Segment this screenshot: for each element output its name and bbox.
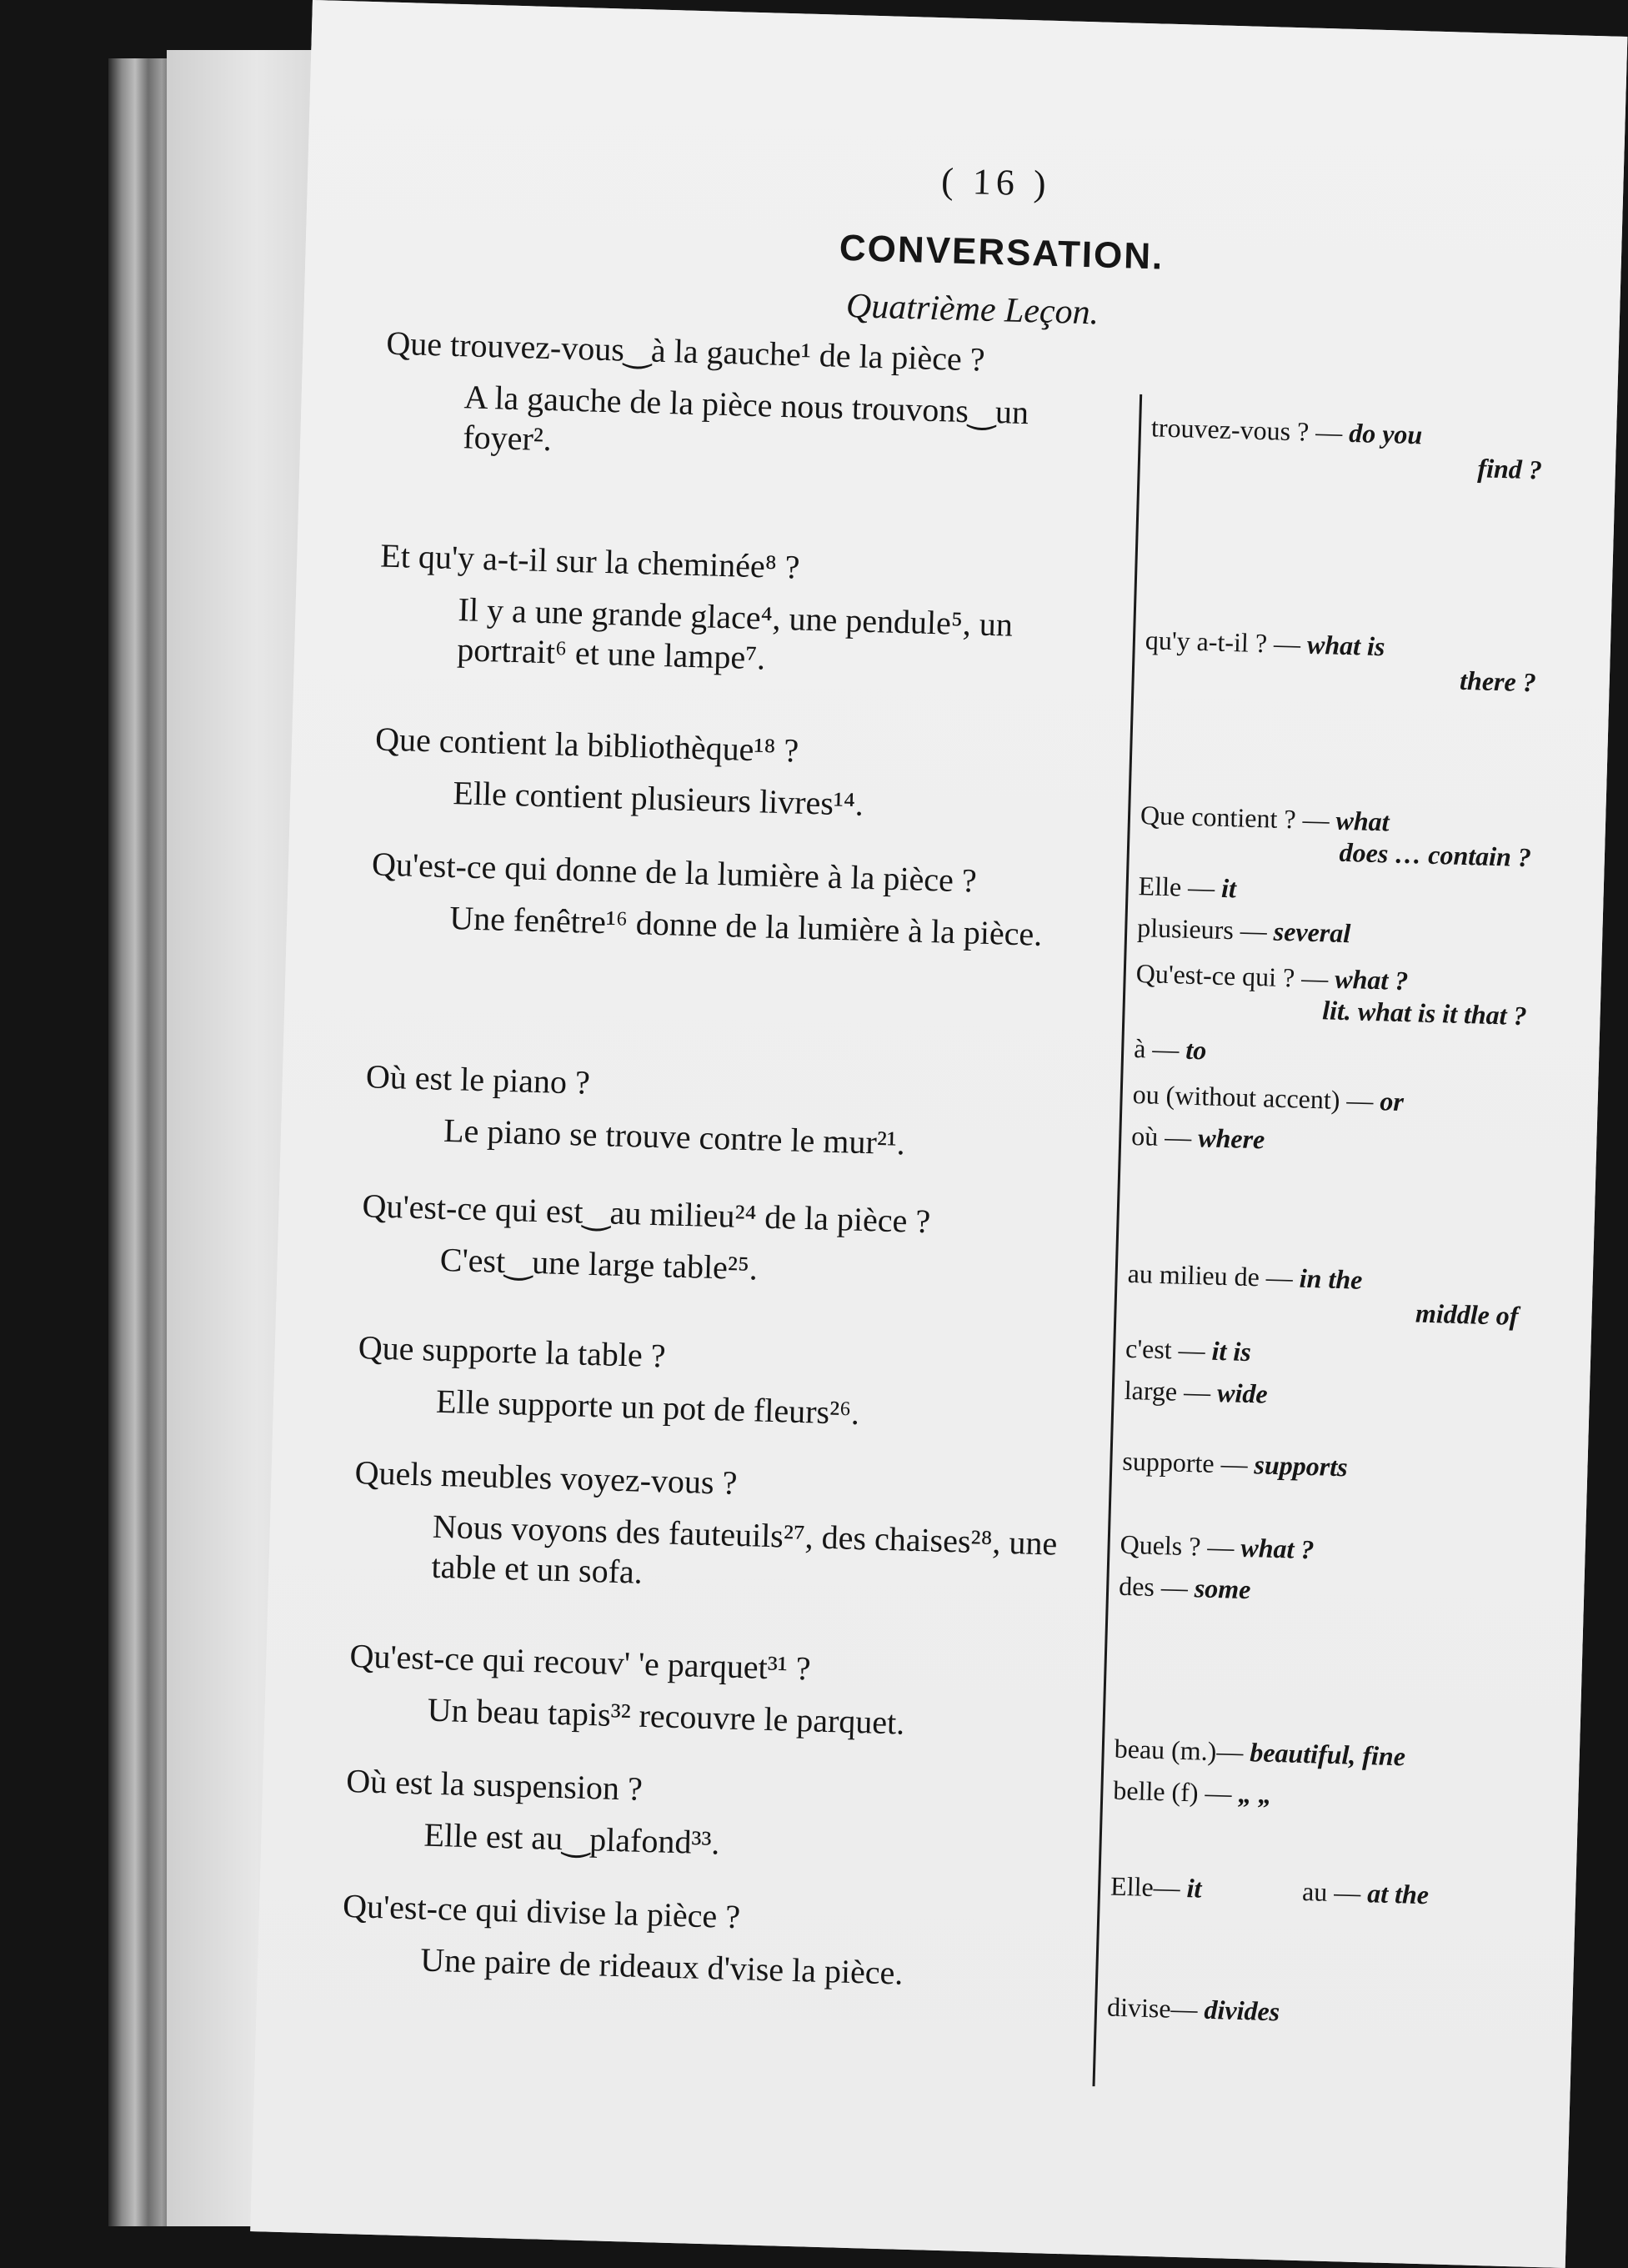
qa-block: [378, 536, 1119, 689]
question: Que contient la bibliothèque¹⁸ ?: [374, 720, 799, 770]
vocab-note: [1122, 1445, 1515, 1488]
vocab-note: [1107, 1991, 1500, 2034]
vocab-term: qu'y a-t-il ? —: [1145, 625, 1301, 660]
vocab-note: [1124, 1374, 1516, 1417]
vocab-note: [1140, 799, 1533, 873]
qa-block: [341, 1886, 1081, 1999]
vocab-note: [1150, 411, 1543, 485]
vocab-note: [1132, 1078, 1525, 1121]
vocab-term: où —: [1130, 1120, 1192, 1152]
vocab-gloss: several: [1273, 916, 1351, 949]
answer: Il y a une grande glace⁴, une pendule⁵, un portrait⁶ et une lampe⁷.: [456, 590, 1014, 677]
vocab-gloss: „ „: [1238, 1778, 1273, 1809]
vocab-term: Quels ? —: [1120, 1528, 1235, 1563]
vocab-term: belle (f) —: [1112, 1774, 1233, 1809]
question: Que supporte la table ?: [358, 1328, 667, 1375]
qa-block: [370, 844, 1110, 956]
vocab-gloss: at the: [1366, 1878, 1430, 1910]
answer: A la gauche de la pièce nous trouvons‿un foyer².: [462, 378, 1029, 459]
qa-block: [356, 1327, 1096, 1440]
vocab-gloss: what: [1335, 805, 1390, 837]
question: Qu'est-ce qui donne de la lumière à la pièce ?: [371, 845, 978, 900]
qa-block: [360, 1186, 1100, 1298]
question: Où est le piano ?: [365, 1057, 591, 1101]
answer: Elle supporte un pot de fleurs²⁶.: [435, 1382, 860, 1432]
vocab-term: large —: [1124, 1374, 1211, 1407]
question: Quels meubles voyez-vous ?: [354, 1453, 738, 1502]
vocab-note: [1302, 1875, 1503, 1913]
vocab-term: Que contient ? —: [1140, 800, 1330, 835]
vocab-term: plusieurs —: [1136, 912, 1268, 946]
qa-block: [348, 1636, 1088, 1749]
vocab-gloss: it: [1220, 872, 1237, 904]
vocab-note: [1135, 957, 1528, 1031]
vocab-note: [1120, 1528, 1512, 1571]
vocab-note: [1131, 1120, 1524, 1162]
vocab-gloss: do you: [1348, 417, 1423, 450]
vocab-term: Elle —: [1138, 871, 1215, 903]
vocab-note: [1113, 1774, 1505, 1817]
answer: Elle contient plusieurs livres¹⁴.: [452, 774, 864, 823]
qa-block: [373, 719, 1114, 831]
answer: Un beau tapis³² recouvre le parquet.: [427, 1690, 905, 1742]
vocab-term: au —: [1301, 1876, 1361, 1908]
vocab-gloss: where: [1197, 1122, 1265, 1155]
answer: Le piano se trouve contre le mur²¹.: [443, 1111, 906, 1162]
vocab-gloss: or: [1379, 1086, 1405, 1117]
vocab-gloss: what is: [1306, 629, 1385, 662]
qa-block: [344, 1761, 1084, 1874]
answer: Une paire de rideaux d'vise la pièce.: [419, 1940, 904, 1992]
vocab-gloss-continued: does … contain ?: [1339, 836, 1532, 873]
lesson-subtitle: Quatrième Leçon.: [845, 287, 1100, 333]
vocab-term: à —: [1133, 1033, 1180, 1065]
vocab-gloss: what ?: [1240, 1532, 1315, 1565]
vocab-gloss: to: [1185, 1034, 1207, 1066]
vocab-term: Elle—: [1110, 1870, 1181, 1903]
book-page: [250, 0, 1627, 2268]
answer: C'est‿une large table²⁵.: [439, 1240, 759, 1287]
conversation-column: [252, 0, 1145, 2190]
vocab-gloss: what ?: [1334, 963, 1409, 996]
book-spine: [108, 58, 175, 2226]
vocab-term: Qu'est-ce qui ? —: [1135, 958, 1329, 994]
vocab-note: [1110, 1870, 1278, 1907]
question: Qu'est-ce qui recouv' 'e parquet³¹ ?: [348, 1637, 812, 1688]
vocab-note: [1138, 870, 1530, 912]
qa-block: [352, 1453, 1093, 1605]
vocab-term: ou (without accent) —: [1132, 1078, 1374, 1116]
vocabulary-notes-column: [1102, 23, 1562, 2201]
vocab-gloss-continued: lit. what is it that ?: [1321, 995, 1528, 1031]
vocab-gloss: supports: [1254, 1449, 1349, 1483]
vocab-gloss: some: [1194, 1573, 1251, 1605]
vocab-note: [1134, 1032, 1526, 1075]
answer: Une fenêtre¹⁶ donne de la lumière à la pièce.: [448, 899, 1043, 953]
question: Où est la suspension ?: [345, 1761, 644, 1808]
vocab-term: trouvez-vous ? —: [1150, 412, 1343, 448]
vocab-note: [1125, 1332, 1518, 1375]
vocab-term: des —: [1118, 1570, 1189, 1603]
answer: Elle est au‿plafond³³.: [423, 1815, 721, 1862]
vocab-gloss-continued: middle of: [1415, 1297, 1520, 1331]
vocab-gloss: it: [1186, 1873, 1202, 1904]
answer: Nous voyons des fauteuils²⁷, des chaises²⁸, une table et un sofa.: [430, 1507, 1058, 1591]
vocab-note: [1137, 911, 1530, 954]
vocab-gloss: beautiful, fine: [1249, 1737, 1406, 1772]
vocab-note: [1126, 1257, 1520, 1332]
page-number: ( 16 ): [940, 160, 1052, 204]
question: Qu'est-ce qui divise la pièce ?: [342, 1886, 741, 1936]
vocab-gloss: in the: [1299, 1262, 1363, 1295]
vocab-note: [1144, 624, 1537, 698]
page-title: CONVERSATION.: [839, 227, 1165, 278]
vocab-note: [1119, 1570, 1511, 1613]
vocab-term: c'est —: [1125, 1332, 1206, 1366]
vocab-gloss-continued: find ?: [1477, 453, 1543, 485]
qa-block: [364, 1056, 1105, 1169]
vocab-term: au milieu de —: [1127, 1257, 1294, 1293]
vocab-gloss: divides: [1204, 1994, 1280, 2027]
question: Qu'est-ce qui est‿au milieu²⁴ de la pièce ?: [362, 1187, 931, 1241]
vocab-term: beau (m.)—: [1114, 1733, 1244, 1767]
question: Et qu'y a-t-il sur la cheminée⁸ ?: [379, 536, 801, 586]
vocab-gloss-continued: there ?: [1459, 665, 1537, 698]
vocab-gloss: it is: [1211, 1335, 1252, 1367]
vocab-term: divise—: [1106, 1991, 1199, 2025]
vocab-note: [1114, 1733, 1506, 1775]
vocab-gloss: wide: [1216, 1377, 1269, 1409]
qa-block: [383, 324, 1125, 476]
question: Que trouvez-vous‿à la gauche¹ de la pièce ?: [385, 324, 986, 379]
vocab-term: supporte —: [1121, 1445, 1249, 1479]
